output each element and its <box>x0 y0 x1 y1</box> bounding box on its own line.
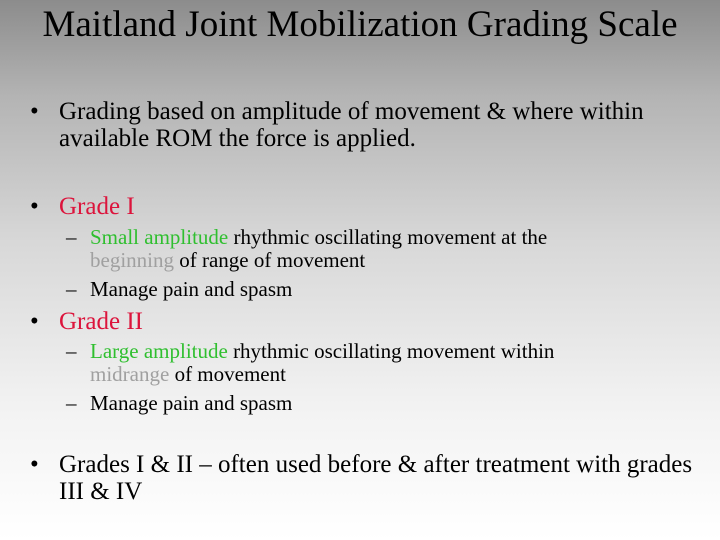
summary-text: Grades I & II – often used before & after treatment with grades III & IV <box>59 451 693 505</box>
grade-2-amplitude: Large amplitude <box>90 339 228 363</box>
grade-2-description <box>66 340 626 386</box>
grade-1-amplitude: Small amplitude <box>90 225 229 249</box>
intro-text: Grading based on amplitude of movement & where within available ROM the force is applied. <box>59 98 644 152</box>
grade-2-description-text <box>90 340 626 386</box>
grade-1-description-text <box>90 226 626 272</box>
grade-2-desc-mid: rhythmic oscillating movement within <box>227 339 555 363</box>
grade-2-location: midrange <box>90 362 170 386</box>
slide-title: Maitland Joint Mobilization Grading Scale <box>42 4 678 45</box>
dash-marker: – <box>66 339 77 363</box>
bullet-grade-2 <box>30 308 670 335</box>
grade-1-desc-end: of range of movement <box>174 248 366 272</box>
bullet-marker: • <box>30 193 39 220</box>
grade-2-desc-end: of movement <box>169 362 286 386</box>
dash-marker: – <box>66 277 77 301</box>
bullet-intro <box>30 98 670 152</box>
grade-2-purpose <box>66 392 626 415</box>
dash-marker: – <box>66 225 77 249</box>
bullet-marker: • <box>30 308 39 335</box>
grade-1-purpose <box>66 278 626 301</box>
grade-2-purpose-text: Manage pain and spasm <box>90 391 293 415</box>
bullet-marker: • <box>30 98 39 125</box>
grade-1-location: beginning <box>90 248 174 272</box>
dash-marker: – <box>66 391 77 415</box>
bullet-grade-1 <box>30 193 670 220</box>
grade-1-heading: Grade I <box>59 193 135 220</box>
grade-1-desc-mid: rhythmic oscillating movement at the <box>228 225 548 249</box>
grade-1-purpose-text: Manage pain and spasm <box>90 277 293 301</box>
bullet-summary <box>30 451 700 505</box>
grade-2-heading: Grade II <box>59 308 143 335</box>
bullet-marker: • <box>30 451 39 478</box>
grade-1-description <box>66 226 626 272</box>
